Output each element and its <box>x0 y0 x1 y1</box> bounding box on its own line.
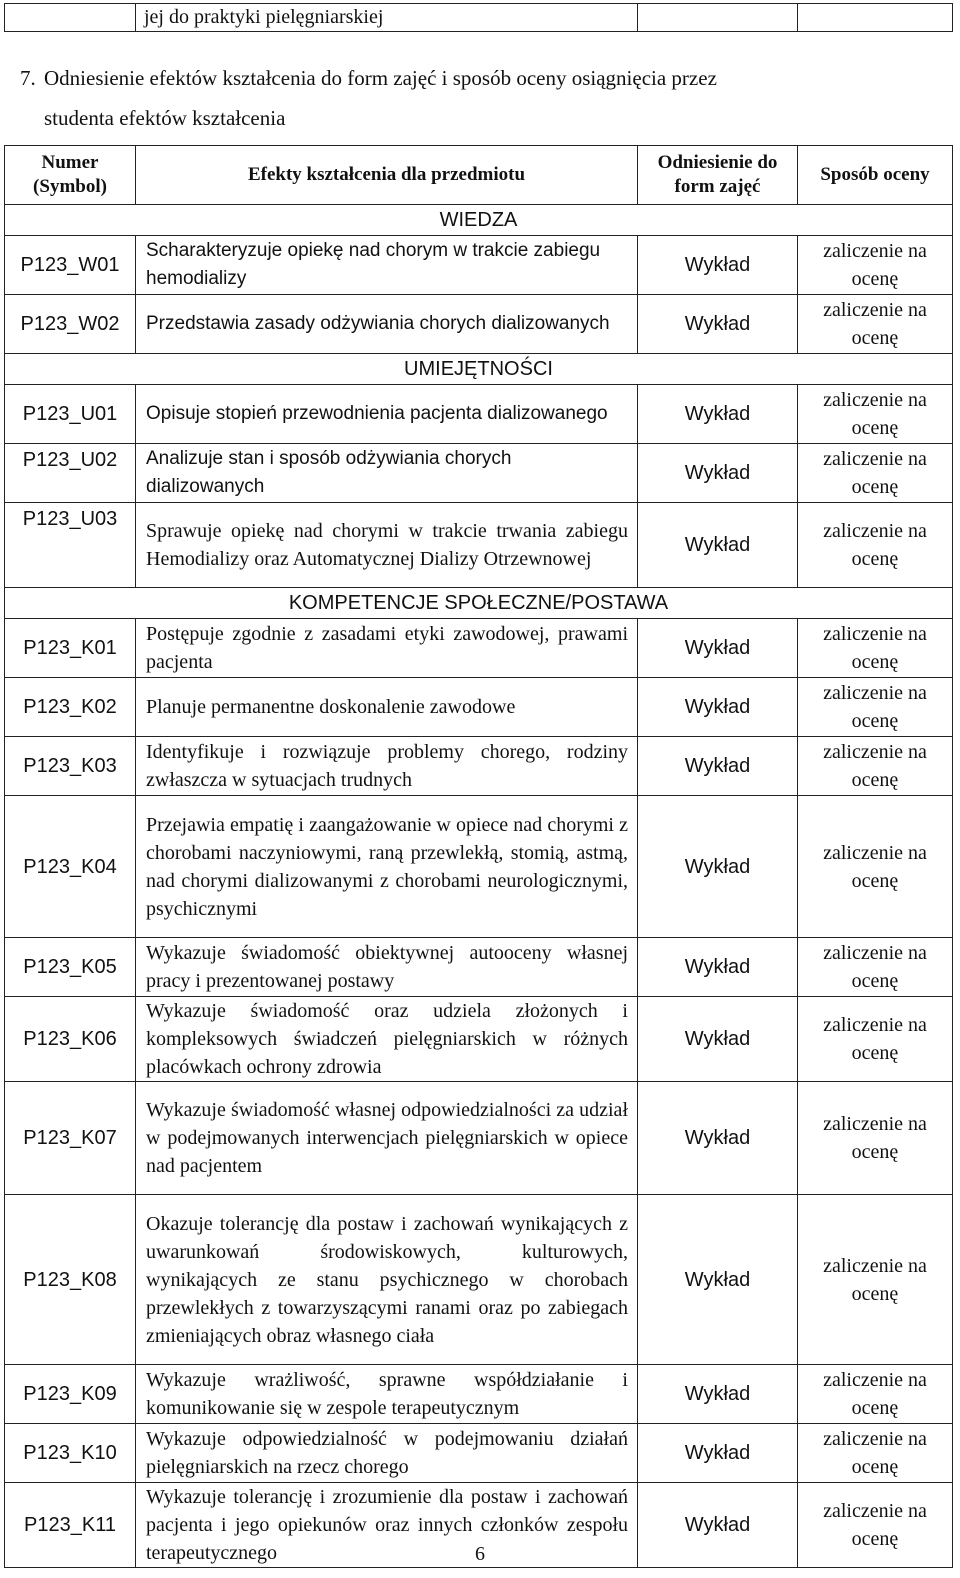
section-heading <box>20 58 945 138</box>
assessment-cell: zaliczenie na ocenę <box>798 1365 953 1424</box>
symbol-cell: P123_K03 <box>5 737 136 796</box>
effect-cell: Identyfikuje i rozwiązuje problemy chorego, rodziny zwłaszcza w sytuacjach trudnych <box>136 737 638 796</box>
form-cell: Wykład <box>638 796 798 938</box>
table-row <box>5 385 953 444</box>
table-row <box>5 1195 953 1365</box>
assessment-cell: zaliczenie na ocenę <box>798 619 953 678</box>
table-row <box>5 4 953 32</box>
header-effects: Efekty kształcenia dla przedmiotu <box>136 146 638 205</box>
form-cell: Wykład <box>638 938 798 997</box>
previous-table-fragment <box>4 3 953 32</box>
section-title-line2: studenta efektów kształcenia <box>44 106 286 130</box>
learning-outcomes-table <box>4 145 953 1568</box>
section-number: 7. <box>20 66 36 90</box>
empty-cell <box>5 4 136 32</box>
effect-cell: Sprawuje opiekę nad chorymi w trakcie trwania zabiegu Hemodializy oraz Automatycznej Dializy Otrzewnowej <box>136 503 638 588</box>
symbol-cell: P123_K08 <box>5 1195 136 1365</box>
category-competences: KOMPETENCJE SPOŁECZNE/POSTAWA <box>5 588 953 619</box>
table-row <box>5 444 953 503</box>
assessment-cell: zaliczenie na ocenę <box>798 236 953 295</box>
category-skills: UMIEJĘTNOŚCI <box>5 354 953 385</box>
header-form: Odniesienie do form zajęć <box>638 146 798 205</box>
form-cell: Wykład <box>638 997 798 1082</box>
assessment-cell: zaliczenie na ocenę <box>798 295 953 354</box>
category-knowledge: WIEDZA <box>5 205 953 236</box>
header-assessment: Sposób oceny <box>798 146 953 205</box>
effect-cell: Postępuje zgodnie z zasadami etyki zawodowej, prawami pacjenta <box>136 619 638 678</box>
form-cell: Wykład <box>638 503 798 588</box>
symbol-cell: P123_U03 <box>5 503 136 588</box>
symbol-cell: P123_K06 <box>5 997 136 1082</box>
symbol-cell: P123_K07 <box>5 1082 136 1195</box>
assessment-cell: zaliczenie na ocenę <box>798 796 953 938</box>
symbol-cell: P123_U02 <box>5 444 136 503</box>
form-cell: Wykład <box>638 678 798 737</box>
header-row <box>5 146 953 205</box>
symbol-cell: P123_U01 <box>5 385 136 444</box>
assessment-cell: zaliczenie na ocenę <box>798 678 953 737</box>
form-cell: Wykład <box>638 1483 798 1568</box>
assessment-cell: zaliczenie na ocenę <box>798 503 953 588</box>
table-row <box>5 236 953 295</box>
category-row <box>5 354 953 385</box>
form-cell: Wykład <box>638 1424 798 1483</box>
symbol-cell: P123_W01 <box>5 236 136 295</box>
assessment-cell: zaliczenie na ocenę <box>798 1082 953 1195</box>
table-row <box>5 938 953 997</box>
symbol-cell: P123_W02 <box>5 295 136 354</box>
table-row <box>5 1082 953 1195</box>
header-symbol: Numer (Symbol) <box>5 146 136 205</box>
symbol-cell: P123_K02 <box>5 678 136 737</box>
table-row <box>5 796 953 938</box>
empty-cell <box>798 4 953 32</box>
form-cell: Wykład <box>638 619 798 678</box>
symbol-cell: P123_K01 <box>5 619 136 678</box>
effect-cell: Wykazuje odpowiedzialność w podejmowaniu działań pielęgniarskich na rzecz chorego <box>136 1424 638 1483</box>
category-row <box>5 205 953 236</box>
table-row <box>5 737 953 796</box>
symbol-cell: P123_K09 <box>5 1365 136 1424</box>
form-cell: Wykład <box>638 295 798 354</box>
symbol-cell: P123_K10 <box>5 1424 136 1483</box>
assessment-cell: zaliczenie na ocenę <box>798 385 953 444</box>
effect-cell: Opisuje stopień przewodnienia pacjenta dializowanego <box>136 385 638 444</box>
section-title-line1: Odniesienie efektów kształcenia do form zajęć i sposób oceny osiągnięcia przez <box>44 66 717 90</box>
assessment-cell: zaliczenie na ocenę <box>798 444 953 503</box>
effect-cell: Wykazuje świadomość oraz udziela złożonych i kompleksowych świadczeń pielęgniarskich w różnych placówkach ochrony zdrowia <box>136 997 638 1082</box>
assessment-cell: zaliczenie na ocenę <box>798 997 953 1082</box>
effect-cell: Analizuje stan i sposób odżywiania chorych dializowanych <box>136 444 638 503</box>
empty-cell <box>638 4 798 32</box>
symbol-cell: P123_K04 <box>5 796 136 938</box>
page-number: 6 <box>475 1543 485 1565</box>
category-row <box>5 588 953 619</box>
effect-cell: Przedstawia zasady odżywiania chorych dializowanych <box>136 295 638 354</box>
form-cell: Wykład <box>638 236 798 295</box>
form-cell: Wykład <box>638 444 798 503</box>
effect-cell: Wykazuje świadomość obiektywnej autooceny własnej pracy i prezentowanej postawy <box>136 938 638 997</box>
form-cell: Wykład <box>638 1195 798 1365</box>
effect-cell: Wykazuje świadomość własnej odpowiedzialności za udział w podejmowanych interwencjach pielęgniarskich w opiece nad pacjentem <box>136 1082 638 1195</box>
effect-cell: Wykazuje wrażliwość, sprawne współdziałanie i komunikowanie się w zespole terapeutycznym <box>136 1365 638 1424</box>
form-cell: Wykład <box>638 737 798 796</box>
table-row <box>5 1365 953 1424</box>
form-cell: Wykład <box>638 1365 798 1424</box>
form-cell: Wykład <box>638 1082 798 1195</box>
fragment-text: jej do praktyki pielęgniarskiej <box>136 4 638 32</box>
table-row <box>5 1424 953 1483</box>
table-row <box>5 503 953 588</box>
assessment-cell: zaliczenie na ocenę <box>798 1195 953 1365</box>
symbol-cell: P123_K05 <box>5 938 136 997</box>
form-cell: Wykład <box>638 385 798 444</box>
effect-cell: Okazuje tolerancję dla postaw i zachowań wynikających z uwarunkowań środowiskowych, kulturowych, wynikających ze stanu psychicznego w chorobach przewlekłych z towarzyszącymi ranami oraz po zabiegach zmieniających obraz własnego ciała <box>136 1195 638 1365</box>
assessment-cell: zaliczenie na ocenę <box>798 938 953 997</box>
effect-cell: Wykazuje tolerancję i zrozumienie dla postaw i zachowań pacjenta i jego opiekunów oraz innych członków zespołu terapeutycznego <box>136 1483 638 1568</box>
assessment-cell: zaliczenie na ocenę <box>798 1424 953 1483</box>
assessment-cell: zaliczenie na ocenę <box>798 1483 953 1568</box>
table-row <box>5 295 953 354</box>
table-row <box>5 678 953 737</box>
symbol-cell: P123_K11 <box>5 1483 136 1568</box>
effect-cell: Przejawia empatię i zaangażowanie w opiece nad chorymi z chorobami naczyniowymi, raną przewlekłą, stomią, astmą, nad chorymi dializowanymi z chorobami neurologicznymi, psychicznymi <box>136 796 638 938</box>
effect-cell: Scharakteryzuje opiekę nad chorym w trakcie zabiegu hemodializy <box>136 236 638 295</box>
table-row <box>5 997 953 1082</box>
effect-cell: Planuje permanentne doskonalenie zawodowe <box>136 678 638 737</box>
assessment-cell: zaliczenie na ocenę <box>798 737 953 796</box>
table-row <box>5 619 953 678</box>
